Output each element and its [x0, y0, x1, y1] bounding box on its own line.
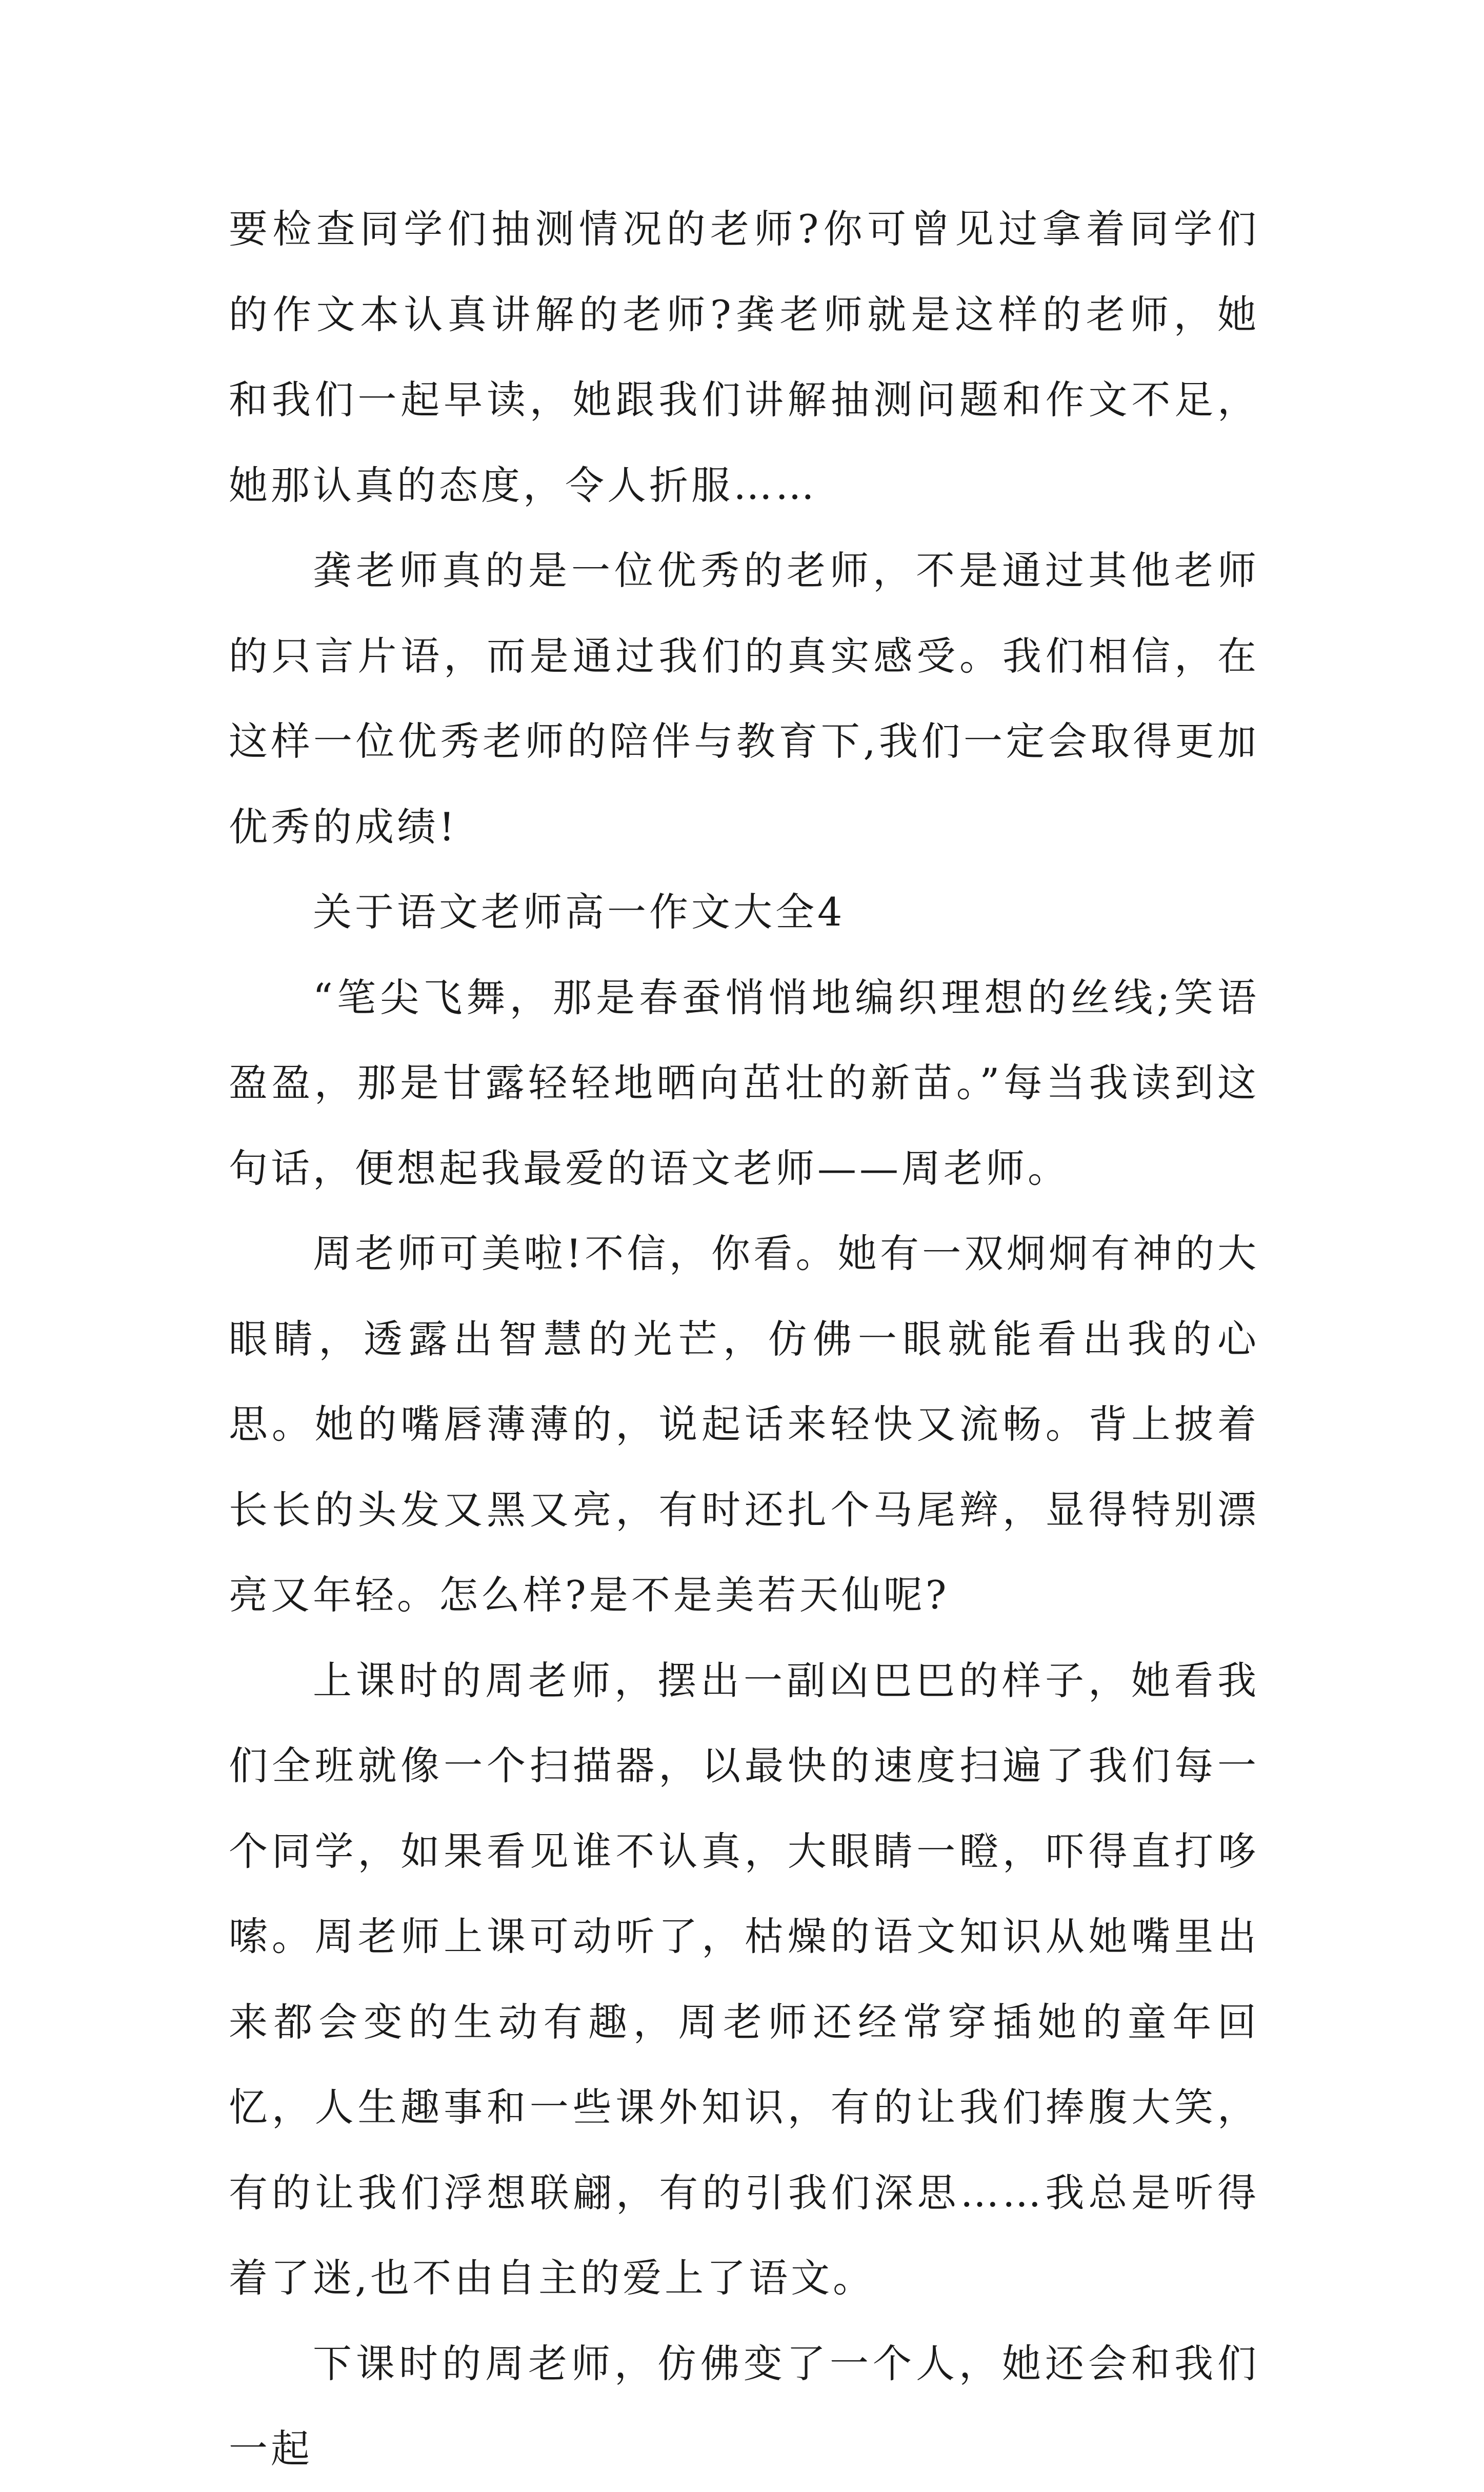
document-body	[229, 187, 1259, 2492]
section-heading: 关于语文老师高一作文大全4	[313, 889, 846, 935]
paragraph-in-class: 上课时的周老师，摆出一副凶巴巴的样子，她看我们全班就像一个扫描器，以最快的速度扫遍了我们每一个同学，如果看见谁不认真，大眼睛一瞪，吓得直打哆嗦。周老师上课可动听了，枯燥的语文知识从她嘴里出来都会变的生动有趣，周老师还经常穿插她的童年回忆，人生趣事和一些课外知识，有的让我们捧腹大笑，有的让我们浮想联翩，有的引我们深思……我总是听得着了迷,也不由自主的爱上了语文。	[229, 1657, 1259, 2301]
paragraph-continuation: 要检查同学们抽测情况的老师?你可曾见过拿着同学们的作文本认真讲解的老师?龚老师就是这样的老师，她和我们一起早读，她跟我们讲解抽测问题和作文不足，她那认真的态度，令人折服……	[229, 206, 1259, 508]
paragraph-appearance: 周老师可美啦!不信，你看。她有一双炯炯有神的大眼睛，透露出智慧的光芒，仿佛一眼就能看出我的心思。她的嘴唇薄薄的，说起话来轻快又流畅。背上披着长长的头发又黑又亮，有时还扎个马尾辫，显得特别漂亮又年轻。怎么样?是不是美若天仙呢?	[229, 1231, 1259, 1618]
paragraph-teacher-gong: 龚老师真的是一位优秀的老师，不是通过其他老师的只言片语，而是通过我们的真实感受。我们相信，在这样一位优秀老师的陪伴与教育下,我们一定会取得更加优秀的成绩!	[229, 548, 1259, 850]
paragraph-after-class: 下课时的周老师，仿佛变了一个人，她还会和我们一起	[229, 2340, 1259, 2471]
paragraph-quote: “笔尖飞舞，那是春蚕悄悄地编织理想的丝线;笑语盈盈，那是甘露轻轻地晒向茁壮的新苗。”每当我读到这句话，便想起我最爱的语文老师——周老师。	[229, 974, 1259, 1191]
